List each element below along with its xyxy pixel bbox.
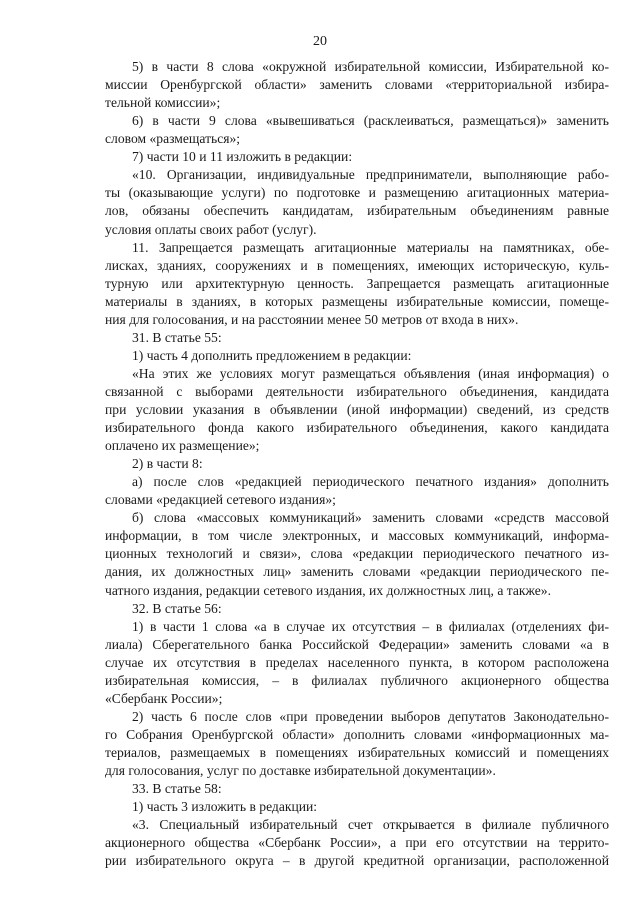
text-line: 7) части 10 и 11 изложить в редакции: bbox=[132, 149, 353, 165]
text-line: а) после слов «редакцией периодического печатного издания» дополнить bbox=[132, 474, 609, 490]
text-line: связанной с выборами деятельности избирательного объединения, кандидата bbox=[105, 383, 609, 399]
text-line: ты (оказывающие услуги) по подготовке и размещению агитационных материа- bbox=[105, 185, 609, 201]
text-line: «На этих же условиях могут размещаться объявления (иная информация) о bbox=[132, 365, 609, 381]
text-line: лов, обязаны обеспечить кандидатам, избирательным объединениям равные bbox=[105, 203, 609, 219]
text-line: турную или архитектурную ценность. Запрещается размещать агитационные bbox=[105, 275, 609, 291]
text-line: ционных технологий и связи», слова «редакции периодического печатного из- bbox=[105, 546, 609, 562]
text-line: избирательная комиссия, – в филиалах публичного акционерного общества bbox=[105, 672, 609, 688]
text-line: 32. В статье 56: bbox=[132, 600, 222, 616]
text-line: материалы в зданиях, в которых размещены избирательные комиссии, помеще- bbox=[105, 293, 609, 309]
text-line: б) слова «массовых коммуникаций» заменить словами «средств массовой bbox=[132, 510, 609, 526]
text-line: 6) в части 9 слова «вывешиваться (расклеиваться, размещаться)» заменить bbox=[132, 113, 609, 129]
text-line: «10. Организации, индивидуальные предприниматели, выполняющие рабо- bbox=[132, 167, 609, 183]
text-line: словом «размещаться»; bbox=[105, 131, 241, 147]
text-line: «Сбербанк России»; bbox=[105, 690, 223, 706]
text-line: 11. Запрещается размещать агитационные материалы на памятниках, обе- bbox=[132, 239, 609, 255]
text-line: оплачено их размещение»; bbox=[105, 438, 260, 454]
text-line: териалов, размещаемых в помещениях избирательных комиссий и помещениях bbox=[105, 744, 609, 760]
text-line: лиала) Сберегательного банка Российской Федерации» заменить словами «а в bbox=[105, 636, 609, 652]
text-line: го Собрания Оренбургской области» дополнить словами «информационных ма- bbox=[105, 726, 609, 742]
text-line: 1) часть 3 изложить в редакции: bbox=[132, 799, 318, 815]
text-line: ния для голосования, и на расстоянии менее 50 метров от входа в них». bbox=[105, 311, 519, 327]
text-line: чатного издания, редакции сетевого издания, их должностных лиц, а также». bbox=[105, 582, 551, 598]
text-line: «3. Специальный избирательный счет открывается в филиале публичного bbox=[132, 817, 609, 833]
text-line: 2) часть 6 после слов «при проведении выборов депутатов Законодательно- bbox=[132, 708, 609, 724]
text-line: тельной комиссии»; bbox=[105, 95, 221, 111]
text-line: условия оплаты своих работ (услуг). bbox=[105, 221, 317, 237]
text-line: для голосования, услуг по доставке избирательной документации». bbox=[105, 763, 496, 778]
text-line: информации, в том числе электронных, и массовых коммуникаций, информа- bbox=[105, 528, 609, 544]
text-line: рии избирательного округа – в другой кредитной организации, расположенной bbox=[105, 853, 609, 869]
text-line: случае их отсутствия в пределах населенного пункта, в котором расположена bbox=[105, 654, 609, 670]
text-line: 2) в части 8: bbox=[132, 456, 203, 472]
page-number: 20 bbox=[313, 34, 327, 49]
text-line: 31. В статье 55: bbox=[132, 329, 222, 345]
text-line: 1) часть 4 дополнить предложением в редакции: bbox=[132, 347, 412, 363]
text-line: избирательного фонда какого избирательного объединения, какого кандидата bbox=[105, 420, 609, 435]
text-line: 33. В статье 58: bbox=[132, 781, 222, 796]
text-line: дания, их должностных лиц» заменить словами «редакции периодического пе- bbox=[105, 564, 609, 580]
text-line: акционерного общества «Сбербанк России», а при его отсутствии на террито- bbox=[105, 835, 609, 851]
text-line: 1) в части 1 слова «а в случае их отсутствия – в филиалах (отделениях фи- bbox=[132, 618, 609, 634]
text-line: при условии указания в объявлении (иной информации) сведений, из средств bbox=[105, 401, 609, 417]
text-line: миссии Оренбургской области» заменить словами «территориальной избира- bbox=[105, 77, 609, 92]
text-line: лисках, зданиях, сооружениях и в помещениях, имеющих историческую, куль- bbox=[105, 257, 609, 273]
text-line: словами «редакцией сетевого издания»; bbox=[105, 492, 336, 508]
text-line: 5) в части 8 слова «окружной избирательной комиссии, Избирательной ко- bbox=[132, 59, 609, 74]
